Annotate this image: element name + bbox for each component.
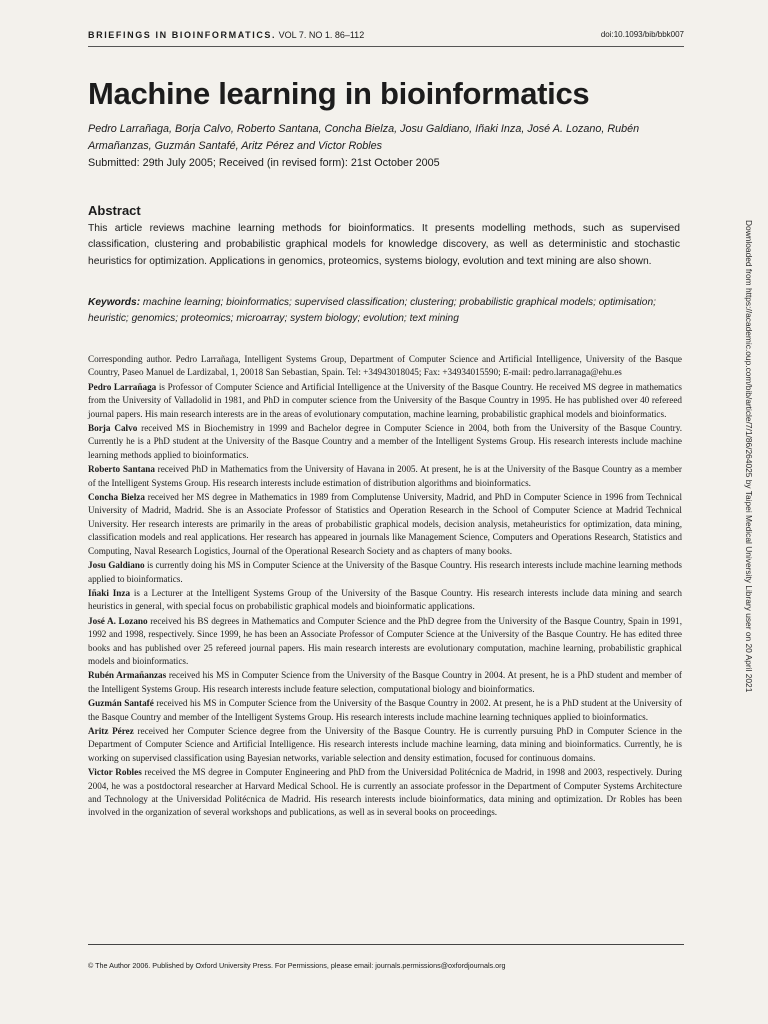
bio-text: is Professor of Computer Science and Artificial Intelligence at the University of the Basque Country. He received MS degree in mathematics from the University of Valladolid in 1981, and PhD in computer science from the University of the Basque Country in 1995. He has published over 40 refereed journal papers. His main research interests are in the areas of evolutionary computation, machine learning, probabilistic graphical models and bioinformatics. [88,381,683,419]
bio-text: received his MS in Computer Science from the University of the Basque Country in 2002. At present, he is a PhD student at the University of the Basque Country and member of the Intelligent Systems Group. His research interests include machine learning techniques applied to bioinformatics. [88,698,682,722]
keywords-list: machine learning; bioinformatics; supervised classification; clustering; probabilistic graphical models; optimisation; heuristic; genomics; proteomics; microarray; system biology; evolution; text mining [88,297,656,324]
author-bio [88,381,682,421]
bio-name: Roberto Santana [88,464,155,475]
bio-text: received his BS degrees in Mathematics and Computer Science and the PhD degree from the University of the Basque Country, Spain in 1991, 1992 and 1998, respectively. Since 1999, he has been an Associate Professor of Computer Science at the University of the Basque Country. He has edited three books and has published over 25 refereed journal papers. His main research interests are evolutionary computation, machine learning, probabilistic graphical models and bioinformatics. [88,615,682,666]
author-bio [88,725,682,765]
author-bio [88,463,682,490]
doi[interactable]: doi:10.1093/bib/bbk007 [600,30,684,39]
article-title: Machine learning in bioinformatics [88,76,590,111]
bio-name: Josu Galdiano [88,560,145,571]
bio-text: is a Lecturer at the Intelligent Systems Group of the University of the Basque Country. His research interests include data mining and search heuristics in general, with special focus on probabilistic graphical models and bioinformatic applications. [88,587,682,612]
abstract-heading: Abstract [88,203,141,218]
bio-name: Rubén Armañanzas [88,670,167,681]
author-bio [88,697,682,724]
bio-text: received the MS degree in Computer Engineering and PhD from the Universidad Politécnica de Madrid, in 1998 and 2003, respectively. During 2004, he was a postdoctoral researcher at Harvard Medical School. He is currently an associate professor in the Department of Computer Systems Architecture and Technology at the Universidad Politécnica de Madrid. His research interests include bioinformatics, data mining and optimization. Dr Robles has been involved in the organization of several workshops and publications, as well as in several books on proceedings. [88,767,682,818]
author-bio [88,587,682,614]
keywords [88,295,680,327]
submission-dates: Submitted: 29th July 2005; Received (in revised form): 21st October 2005 [88,157,440,169]
bio-text: received MS in Biochemistry in 1999 and Bachelor degree in Computer Science in 2004, both from the University of the Basque Country. Currently he is a PhD student at the University of the Basque Country and a member of the Intelligent Systems Group. His research interests include machine learning methods applied to bioinformatics. [88,423,682,460]
running-head [88,30,684,47]
bio-name: Concha Bielza [88,492,145,503]
bio-name: Guzmán Santafé [88,698,154,709]
author-bio [88,766,682,820]
abstract-text: This article reviews machine learning methods for bioinformatics. It presents modelling methods, such as supervised classification, clustering and probabilistic graphical models for knowledge discovery, as well as deterministic and stochastic heuristics for optimization. Applications in genomics, proteomics, systems biology, evolution and text mining are also shown. [88,223,680,267]
bio-text: received PhD in Mathematics from the University of Havana in 2005. At present, he is at the University of the Basque Country as a member of the Intelligent Systems Group. His research interests include estimation of distribution algorithms and bioinformatics. [88,464,682,488]
author-bio [88,422,682,462]
author-bio [88,615,682,669]
corresponding-author: Corresponding author. Pedro Larrañaga, Intelligent Systems Group, Department of Computer Science and Artificial Intelligence, University of the Basque Country, Paseo Manuel de Lardizabal, 1, 20018 San Sebastian, Spain. Tel: +34943018045; Fax: +34934015590; E-mail: pedro.larranaga@ehu.es [88,354,682,378]
bio-text: received his MS in Computer Science from the University of the Basque Country in 2004. At present, he is a PhD student and member of the Intelligent Systems Group. His research interests include feature selection, computational biology and bioinformatics. [88,670,682,694]
bio-name: José A. Lozano [88,615,148,626]
journal-name: BRIEFINGS IN BIOINFORMATICS. [88,30,277,40]
download-note: Downloaded from https://academic.oup.com/bib/article/7/1/86/264025 by Taipei Medical University Library user on 20 April 2021 [744,220,754,693]
copyright-footer: © The Author 2006. Published by Oxford University Press. For Permissions, please email: journals.permissions@oxfordjournals.org [88,944,684,970]
author-bio [88,559,682,586]
author-notes [88,353,682,821]
bio-text: is currently doing his MS in Computer Science at the University of the Basque Country. His research interests include machine learning methods applied to bioinformatics. [88,560,683,584]
author-bio [88,491,682,558]
article-page [88,0,684,1024]
bio-text: received her MS degree in Mathematics in 1989 from Complutense University, Madrid, and PhD in Computer Science in 1996 from Technical University of Madrid, Madrid. She is an Associate Professor of Statistics and Operation Research in the School of Computer Science at Madrid Technical University. Her research interests are primarily in the areas of probabilistic graphical models, decision analysis, metaheuristics for optimization, data mining, classification models and real applications. Her research has appeared in journals like Management Science, Computers and Operations Research, Statistics and Computing, Naval Research Logistics, Journal of the Operational Research Society and as chapters of many books. [88,492,683,556]
bio-name: Borja Calvo [88,423,138,434]
bio-name: Iñaki Inza [88,587,131,598]
author-list: Pedro Larrañaga, Borja Calvo, Roberto Santana, Concha Bielza, Josu Galdiano, Iñaki Inza, José A. Lozano, Rubén Armañanzas, Guzmán Santafé, Aritz Pérez and Victor Robles [88,123,640,152]
bio-name: Pedro Larrañaga [88,381,157,392]
bio-name: Aritz Pérez [88,725,134,736]
bio-text: received her Computer Science degree from the University of the Basque Country. He is currently pursuing PhD in Computer Science in the Department of Computer Science and Artificial Intelligence. His research interests include machine learning, data mining and bioinformatics. Currently, he is working on supervised classification using Bayesian networks, variable selection and density estimation, focused for continuous domains. [88,725,682,763]
download-watermark [742,220,754,780]
bio-name: Victor Robles [88,767,142,778]
keywords-label: Keywords: [88,297,141,308]
volume-info: VOL 7. NO 1. 86–112 [276,30,365,40]
author-bio [88,669,682,696]
